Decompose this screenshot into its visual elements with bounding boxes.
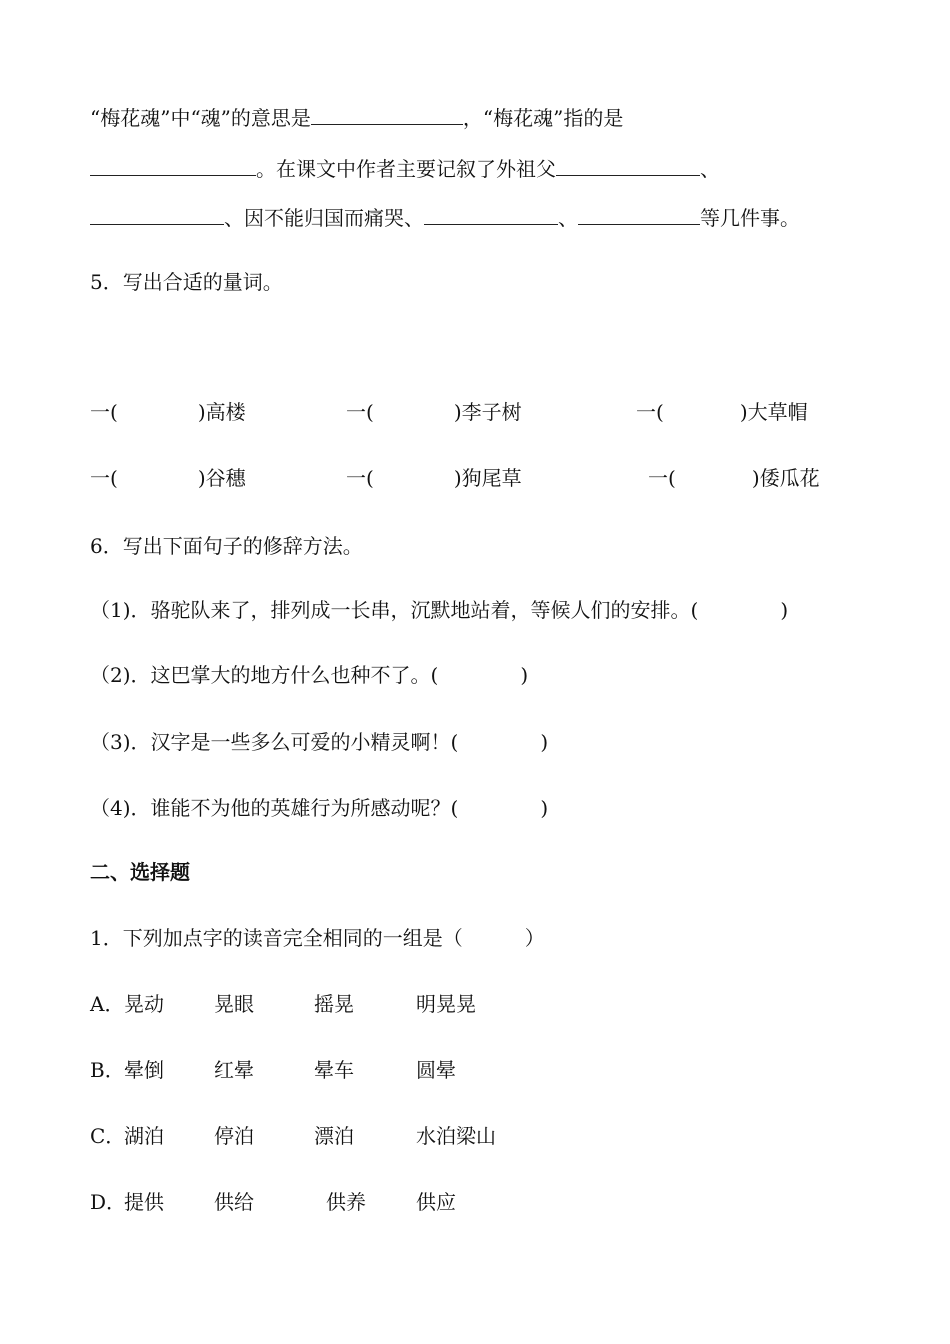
q5-item: 一( )谷穗 xyxy=(90,466,246,490)
q5-item: 一( )高楼 xyxy=(90,400,246,424)
option-label[interactable]: D． xyxy=(90,1190,127,1214)
option-word: 圆晕 xyxy=(416,1058,456,1082)
q4-text: 等几件事。 xyxy=(700,206,800,230)
option-word: 提供 xyxy=(124,1190,164,1214)
q6-item: （2)．这巴掌大的地方什么也种不了。( ) xyxy=(90,663,529,687)
option-word: 晃眼 xyxy=(214,992,254,1016)
q4-line-2 xyxy=(90,153,720,183)
option-word: 湖泊 xyxy=(124,1124,164,1148)
option-word: 供养 xyxy=(326,1190,366,1214)
option-word: 晕倒 xyxy=(124,1058,164,1082)
choice-question-stem: 1．下列加点字的读音完全相同的一组是（ ） xyxy=(90,926,545,950)
option-word: 水泊梁山 xyxy=(416,1124,496,1148)
option-word: 晃动 xyxy=(124,992,164,1016)
option-label[interactable]: A． xyxy=(90,992,125,1016)
q4-line-3 xyxy=(90,202,800,232)
q5-item: 一( )李子树 xyxy=(346,400,522,424)
option-label[interactable]: C． xyxy=(90,1124,126,1148)
option-word: 红晕 xyxy=(214,1058,254,1082)
option-word: 供应 xyxy=(416,1190,456,1214)
q6-item: （3)．汉字是一些多么可爱的小精灵啊！( ) xyxy=(90,730,549,754)
option-word: 晕车 xyxy=(314,1058,354,1082)
answer-blank[interactable] xyxy=(578,202,700,225)
q6-item: （4)．谁能不为他的英雄行为所感动呢？( ) xyxy=(90,796,549,820)
section-heading: 二、选择题 xyxy=(90,860,190,884)
option-label[interactable]: B． xyxy=(90,1058,125,1082)
q6-title: 6．写出下面句子的修辞方法。 xyxy=(90,534,363,558)
answer-blank[interactable] xyxy=(556,153,700,176)
option-word: 供给 xyxy=(214,1190,254,1214)
answer-blank[interactable] xyxy=(90,153,256,176)
option-word: 漂泊 xyxy=(314,1124,354,1148)
q4-line-1 xyxy=(90,102,623,132)
q4-text: 。在课文中作者主要记叙了外祖父 xyxy=(256,157,556,181)
q5-item: 一( )倭瓜花 xyxy=(648,466,820,490)
q5-title: 5．写出合适的量词。 xyxy=(90,270,283,294)
q4-text: ，“梅花魂”指的是 xyxy=(462,106,624,130)
q4-text: 、 xyxy=(558,206,578,230)
option-word: 停泊 xyxy=(214,1124,254,1148)
q6-item: （1)．骆驼队来了，排列成一长串，沉默地站着，等候人们的安排。( ) xyxy=(90,598,789,622)
answer-blank[interactable] xyxy=(424,202,558,225)
q5-item: 一( )大草帽 xyxy=(636,400,808,424)
q4-text: 、因不能归国而痛哭、 xyxy=(224,206,424,230)
option-word: 明晃晃 xyxy=(416,992,476,1016)
q5-item: 一( )狗尾草 xyxy=(346,466,522,490)
answer-blank[interactable] xyxy=(311,102,463,125)
answer-blank[interactable] xyxy=(90,202,224,225)
q4-text: “梅花魂”中“魂”的意思是 xyxy=(90,106,311,130)
option-word: 摇晃 xyxy=(314,992,354,1016)
q4-text: 、 xyxy=(700,157,720,181)
